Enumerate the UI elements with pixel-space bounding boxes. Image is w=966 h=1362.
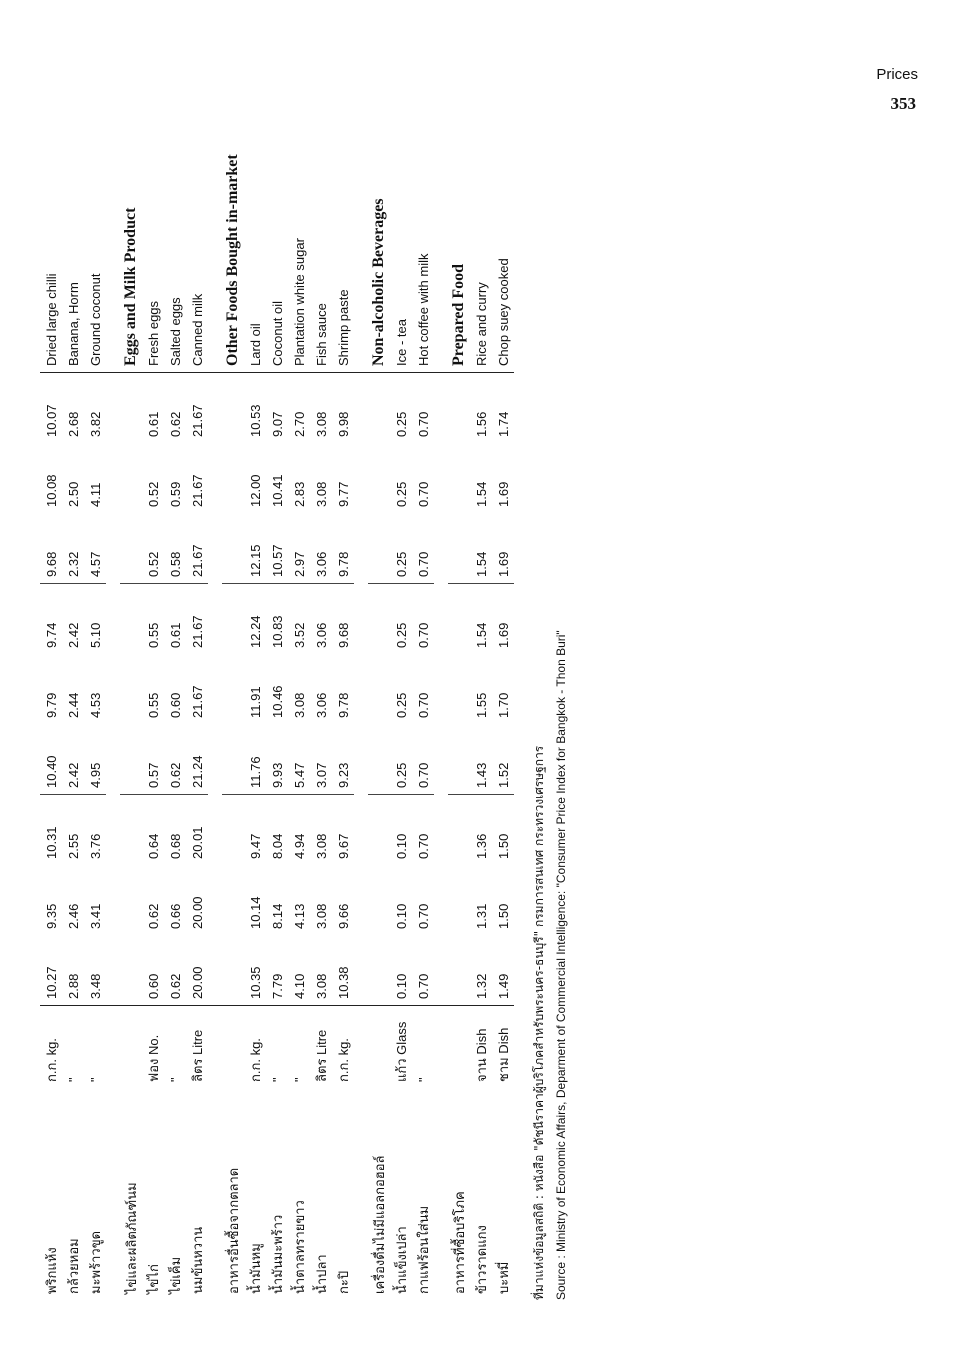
- table-row: [390, 0, 412, 1300]
- item-name-english: Lard oil: [244, 0, 266, 373]
- price-cell: 10.53: [247, 404, 263, 437]
- price-cell: 4.53: [87, 692, 103, 718]
- running-head: Prices: [876, 66, 918, 83]
- price-cell: 1.69: [495, 481, 511, 507]
- price-cell: 21.67: [186, 584, 208, 655]
- table-row: [266, 0, 288, 1300]
- section-title-thai: เครื่องดื่มไม่มีแอลกอฮอล์: [372, 1155, 388, 1294]
- price-cell: 8.04: [266, 795, 288, 866]
- item-name-thai: น้ำแข็งเปล่า: [394, 1226, 410, 1294]
- unit: ": [412, 1006, 434, 1089]
- price-cell: 5.47: [291, 762, 307, 788]
- table-row: [310, 0, 332, 1300]
- price-cell: 20.00: [189, 966, 205, 999]
- item-name-thai: น้ำมันมะพร้าว: [270, 1214, 286, 1294]
- price-cell: 3.08: [313, 411, 329, 437]
- page-number: 353: [890, 94, 916, 113]
- item-name-thai: มะพร้าวขูด: [88, 1230, 104, 1294]
- price-cell: 2.97: [291, 551, 307, 577]
- price-cell: 0.70: [412, 795, 434, 866]
- price-cell: 10.38: [335, 966, 351, 999]
- price-cell: 2.32: [65, 551, 81, 577]
- item-name-thai: น้ำปลา: [314, 1254, 330, 1294]
- price-cell: 21.67: [189, 474, 205, 507]
- price-cell: 3.08: [313, 903, 329, 929]
- price-cell: 2.42: [62, 584, 84, 655]
- table-row: [492, 0, 514, 1300]
- unit: ก.ก. kg.: [244, 1006, 266, 1089]
- section-row: [120, 0, 142, 1300]
- unit: ก.ก. kg.: [40, 1006, 62, 1089]
- price-cell: 21.67: [189, 685, 205, 718]
- price-cell: 0.70: [415, 692, 431, 718]
- price-cell: 4.10: [291, 973, 307, 999]
- item-name-thai: กล้วยหอม: [66, 1238, 82, 1294]
- section-row: [368, 0, 390, 1300]
- unit: ": [62, 1006, 84, 1089]
- item-name-thai: ข้าวราดแกง: [474, 1225, 490, 1294]
- price-cell: 2.44: [65, 692, 81, 718]
- price-cell: 0.70: [415, 762, 431, 788]
- table-row: [142, 0, 164, 1300]
- price-cell: 11.76: [247, 756, 263, 788]
- source-english: Source : Ministry of Economic Affairs, Deparment of Commercial Intelligence: "Consumer Price Index for Bangkok - Thon Buri": [554, 630, 568, 1300]
- price-cell: 3.08: [313, 481, 329, 507]
- unit: ": [266, 1006, 288, 1089]
- table-row: [412, 0, 434, 1300]
- price-cell: 3.07: [313, 762, 329, 788]
- price-cell: 10.83: [266, 584, 288, 655]
- price-cell: 0.59: [167, 481, 183, 507]
- price-cell: 8.14: [269, 903, 285, 929]
- price-cell: 21.67: [189, 544, 205, 577]
- price-cell: 10.57: [269, 544, 285, 577]
- price-cell: 4.57: [87, 551, 103, 577]
- price-cell: 1.52: [495, 762, 511, 788]
- price-cell: 3.06: [310, 584, 332, 655]
- price-cell: 1.55: [473, 692, 489, 718]
- unit: ชาม Dish: [492, 1006, 514, 1089]
- price-cell: 0.57: [145, 762, 161, 788]
- price-cell: 2.88: [65, 973, 81, 999]
- section-title-english: Eggs and Milk Product: [120, 0, 142, 373]
- price-cell: 0.66: [167, 903, 183, 929]
- unit: ลิตร Litre: [186, 1006, 208, 1089]
- price-cell: 1.43: [473, 762, 489, 788]
- price-cell: 3.52: [288, 584, 310, 655]
- item-name-english: Fresh eggs: [142, 0, 164, 373]
- price-cell: 1.54: [473, 551, 489, 577]
- price-cell: 9.07: [269, 411, 285, 437]
- price-cell: 3.76: [84, 795, 106, 866]
- price-cell: 21.24: [189, 755, 205, 788]
- price-cell: 9.78: [335, 692, 351, 718]
- price-cell: 1.32: [473, 973, 489, 999]
- price-cell: 0.25: [390, 584, 412, 655]
- item-name-english: Hot coffee with milk: [412, 0, 434, 373]
- price-cell: 9.66: [335, 903, 351, 929]
- price-cell: 0.10: [390, 795, 412, 866]
- price-cell: 0.52: [145, 551, 161, 577]
- table-row: [470, 0, 492, 1300]
- item-name-thai: น้ำตาลทรายขาว: [292, 1200, 308, 1294]
- price-cell: 9.23: [335, 762, 351, 788]
- price-cell: 9.93: [269, 762, 285, 788]
- price-cell: 4.95: [87, 762, 103, 788]
- price-cell: 2.55: [62, 795, 84, 866]
- price-cell: 3.08: [310, 795, 332, 866]
- price-cell: 9.35: [43, 903, 59, 929]
- price-cell: 0.55: [142, 584, 164, 655]
- item-name-english: Dried large chilli: [40, 0, 62, 373]
- price-cell: 0.62: [145, 903, 161, 929]
- price-cell: 1.56: [473, 411, 489, 437]
- item-name-english: Shrimp paste: [332, 0, 354, 373]
- table-row: [62, 0, 84, 1300]
- item-name-english: Banana, Horm: [62, 0, 84, 373]
- price-cell: 0.61: [164, 584, 186, 655]
- price-cell: 0.55: [145, 692, 161, 718]
- price-cell: 11.91: [247, 686, 263, 718]
- price-cell: 1.69: [495, 551, 511, 577]
- table-row: [84, 0, 106, 1300]
- price-cell: 5.10: [84, 584, 106, 655]
- unit: แก้ว Glass: [390, 1006, 412, 1089]
- item-name-thai: บะหมี่: [496, 1261, 512, 1294]
- price-cell: 0.10: [393, 973, 409, 999]
- section-title-thai: ไข่และผลิตภัณฑ์นม: [124, 1182, 140, 1294]
- section-row: [222, 0, 244, 1300]
- price-cell: 0.68: [164, 795, 186, 866]
- item-name-english: Rice and curry: [470, 0, 492, 373]
- unit: ": [84, 1006, 106, 1089]
- unit: ": [164, 1006, 186, 1089]
- price-cell: 4.94: [288, 795, 310, 866]
- price-cell: 10.31: [40, 795, 62, 866]
- price-cell: 20.01: [186, 795, 208, 866]
- price-cell: 10.35: [247, 966, 263, 999]
- price-cell: 1.54: [470, 584, 492, 655]
- item-name-english: Ice - tea: [390, 0, 412, 373]
- price-cell: 9.98: [335, 411, 351, 437]
- price-cell: 0.62: [167, 973, 183, 999]
- section-title-thai: อาหารที่ซื้อบริโภค: [452, 1191, 468, 1294]
- item-name-thai: นมข้นหวาน: [190, 1226, 206, 1294]
- price-cell: 1.50: [495, 903, 511, 929]
- price-cell: 9.79: [43, 692, 59, 718]
- price-cell: 0.70: [415, 551, 431, 577]
- price-cell: 1.50: [492, 795, 514, 866]
- price-cell: 1.54: [473, 481, 489, 507]
- price-cell: 2.42: [65, 762, 81, 788]
- unit: ": [288, 1006, 310, 1089]
- item-name-thai: ไข่ไก่: [146, 1264, 162, 1294]
- price-cell: 12.00: [247, 474, 263, 507]
- price-cell: 21.67: [189, 404, 205, 437]
- price-cell: 0.60: [167, 692, 183, 718]
- price-cell: 1.74: [495, 411, 511, 437]
- item-name-english: Salted eggs: [164, 0, 186, 373]
- price-cell: 0.70: [415, 903, 431, 929]
- item-name-english: Plantation white sugar: [288, 0, 310, 373]
- price-cell: 0.61: [145, 411, 161, 437]
- price-cell: 0.25: [393, 481, 409, 507]
- price-cell: 0.60: [145, 973, 161, 999]
- price-cell: 0.70: [415, 973, 431, 999]
- price-cell: 12.24: [244, 584, 266, 655]
- unit: จาน Dish: [470, 1006, 492, 1089]
- price-cell: 10.40: [43, 755, 59, 788]
- price-cell: 1.36: [470, 795, 492, 866]
- price-cell: 10.27: [43, 966, 59, 999]
- price-cell: 0.70: [415, 411, 431, 437]
- section-row: [448, 0, 470, 1300]
- price-cell: 10.41: [269, 474, 285, 507]
- price-cell: 9.68: [43, 551, 59, 577]
- item-name-thai: น้ำมันหมู: [248, 1243, 264, 1294]
- item-name-english: Ground coconut: [84, 0, 106, 373]
- price-cell: 2.46: [65, 903, 81, 929]
- table-row: [40, 0, 62, 1300]
- price-cell: 3.08: [291, 692, 307, 718]
- item-name-english: Chop suey cooked: [492, 0, 514, 373]
- price-cell: 2.70: [291, 411, 307, 437]
- price-cell: 3.82: [87, 411, 103, 437]
- price-cell: 10.46: [269, 685, 285, 718]
- price-cell: 0.70: [412, 584, 434, 655]
- price-cell: 9.77: [335, 481, 351, 507]
- table-row: [332, 0, 354, 1300]
- price-cell: 10.07: [43, 404, 59, 437]
- price-cell: 1.31: [473, 903, 489, 929]
- price-cell: 12.15: [247, 544, 263, 577]
- price-cell: 7.79: [269, 973, 285, 999]
- section-title-english: Prepared Food: [448, 0, 470, 373]
- price-cell: 20.00: [189, 896, 205, 929]
- price-cell: 9.74: [40, 584, 62, 655]
- price-cell: 3.48: [87, 973, 103, 999]
- price-cell: 0.25: [393, 551, 409, 577]
- item-name-english: Coconut oil: [266, 0, 288, 373]
- price-cell: 0.25: [393, 411, 409, 437]
- table-row: [186, 0, 208, 1300]
- source-thai: ที่มาแห่งข้อมูลสถิติ : หนังสือ "ดัชนีราคาผู้บริโภคสำหรับพระนคร-ธนบุรี" กรมการสนเทศ กระทรวงเศรษฐการ: [532, 745, 546, 1300]
- item-name-thai: พริกแห้ง: [44, 1247, 60, 1294]
- price-cell: 0.25: [393, 762, 409, 788]
- price-cell: 0.25: [393, 692, 409, 718]
- price-cell: 10.14: [247, 896, 263, 929]
- price-cell: 3.41: [87, 903, 103, 929]
- price-cell: 2.68: [65, 411, 81, 437]
- price-cell: 2.50: [65, 481, 81, 507]
- table-row: [288, 0, 310, 1300]
- price-cell: 2.83: [291, 481, 307, 507]
- price-cell: 9.47: [244, 795, 266, 866]
- unit: ฟอง No.: [142, 1006, 164, 1089]
- price-cell: 1.49: [495, 973, 511, 999]
- price-cell: 9.68: [332, 584, 354, 655]
- price-cell: 4.11: [87, 482, 103, 507]
- item-name-english: Canned milk: [186, 0, 208, 373]
- rotated-price-table: [40, 0, 620, 1300]
- price-cell: 0.62: [167, 762, 183, 788]
- item-name-thai: กะปิ: [336, 1270, 352, 1294]
- price-cell: 1.69: [492, 584, 514, 655]
- price-cell: 1.70: [495, 692, 511, 718]
- price-cell: 10.08: [43, 474, 59, 507]
- price-table: [40, 0, 514, 1300]
- price-cell: 0.58: [167, 551, 183, 577]
- price-cell: 9.78: [335, 551, 351, 577]
- item-name-thai: กาแฟร้อนใส่นม: [416, 1205, 432, 1294]
- price-cell: 0.10: [393, 903, 409, 929]
- item-name-thai: ไข่เค็ม: [168, 1256, 184, 1294]
- price-cell: 3.06: [313, 692, 329, 718]
- item-name-english: Fish sauce: [310, 0, 332, 373]
- price-cell: 0.64: [142, 795, 164, 866]
- price-cell: 0.52: [145, 481, 161, 507]
- unit: ก.ก. kg.: [332, 1006, 354, 1089]
- section-title-thai: อาหารอื่นซื้อจากตลาด: [226, 1167, 242, 1294]
- table-row: [244, 0, 266, 1300]
- unit: ลิตร Litre: [310, 1006, 332, 1089]
- section-title-english: Non-alcoholic Beverages: [368, 0, 390, 373]
- price-cell: 0.62: [167, 411, 183, 437]
- price-cell: 3.08: [313, 973, 329, 999]
- price-cell: 0.70: [415, 481, 431, 507]
- section-title-english: Other Foods Bought in-market: [222, 0, 244, 373]
- table-row: [164, 0, 186, 1300]
- price-cell: 4.13: [291, 903, 307, 929]
- price-cell: 9.67: [332, 795, 354, 866]
- price-cell: 3.06: [313, 551, 329, 577]
